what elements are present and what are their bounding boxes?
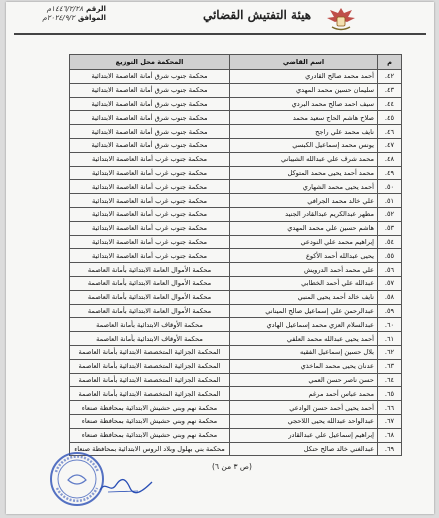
table-row xyxy=(70,207,402,221)
row-number: .٤٥ xyxy=(378,111,402,125)
assigned-court: المحكمة الجزائية المتخصصة الابتدائية بأمانة العاصمة xyxy=(70,359,230,373)
judge-name: مطهر عبدالكريم عبدالقادر الجنيد xyxy=(230,207,378,221)
assigned-court: محكمة جنوب شرق أمانة العاصمة الابتدائية xyxy=(70,111,230,125)
assigned-court: محكمة الأموال العامة الابتدائية بأمانة العاصمة xyxy=(70,304,230,318)
reference-date-line xyxy=(14,13,106,22)
judge-name: حسن ناصر حسن العمي xyxy=(230,373,378,387)
table-row xyxy=(70,235,402,249)
row-number: .٥٧ xyxy=(378,276,402,290)
table-row xyxy=(70,180,402,194)
row-number: .٥١ xyxy=(378,194,402,208)
judge-name: يحيى عبدالله أحمد الأكوع xyxy=(230,249,378,263)
row-number: .٦٥ xyxy=(378,387,402,401)
table-row xyxy=(70,221,402,235)
judges-distribution-table xyxy=(69,54,402,456)
row-number: .٥٩ xyxy=(378,304,402,318)
table-row xyxy=(70,318,402,332)
assigned-court: محكمة جنوب غرب أمانة العاصمة الابتدائية xyxy=(70,207,230,221)
organization-title: هيئة التفتيش القضائي xyxy=(202,8,312,22)
judge-name: عبدالرحمن علي إسماعيل صالح الميناني xyxy=(230,304,378,318)
table-header xyxy=(70,55,402,70)
row-number: .٥٤ xyxy=(378,235,402,249)
judge-name: محمد شرف علي عبدالله الشيباني xyxy=(230,152,378,166)
judge-name: يونس محمد إسماعيل الكبسي xyxy=(230,138,378,152)
row-number: .٦١ xyxy=(378,332,402,346)
table-row xyxy=(70,290,402,304)
row-number: .٤٦ xyxy=(378,125,402,139)
eagle-emblem-icon xyxy=(324,5,358,33)
table-row xyxy=(70,249,402,263)
table-row xyxy=(70,332,402,346)
row-number: .٤٢ xyxy=(378,70,402,84)
assigned-court: محكمة الأموال العامة الابتدائية بأمانة العاصمة xyxy=(70,276,230,290)
assigned-court: محكمة جنوب غرب أمانة العاصمة الابتدائية xyxy=(70,180,230,194)
row-number: .٤٨ xyxy=(378,152,402,166)
assigned-court: محكمة جنوب غرب أمانة العاصمة الابتدائية xyxy=(70,194,230,208)
reference-date-value: ٢٠٢٤/٩/٢م xyxy=(42,13,75,22)
assigned-court: محكمة نهم وبني حشيش الابتدائية بمحافظة صنعاء xyxy=(70,401,230,415)
table-row xyxy=(70,111,402,125)
judge-name: أحمد يحيى عبدالله محمد العلفي xyxy=(230,332,378,346)
table-row xyxy=(70,414,402,428)
assigned-court: محكمة الأوقاف الابتدائية بأمانة العاصمة xyxy=(70,318,230,332)
assigned-court: المحكمة الجزائية المتخصصة الابتدائية بأمانة العاصمة xyxy=(70,345,230,359)
table-row xyxy=(70,166,402,180)
reference-number-label: الرقم xyxy=(86,4,106,13)
judge-name: سليمان حسين محمد المهدي xyxy=(230,83,378,97)
table-body xyxy=(70,70,402,456)
assigned-court: محكمة نهم وبني حشيش الابتدائية بمحافظة صنعاء xyxy=(70,414,230,428)
judge-name: عدنان يحيى محمد الماخذي xyxy=(230,359,378,373)
assigned-court: محكمة جنوب غرب أمانة العاصمة الابتدائية xyxy=(70,221,230,235)
judge-name: أحمد محمد صالح القادري xyxy=(230,70,378,84)
row-number: .٦٤ xyxy=(378,373,402,387)
row-number: .٤٣ xyxy=(378,83,402,97)
judge-name: عبدالسلام العزي محمد إسماعيل الهادي xyxy=(230,318,378,332)
row-number: .٦٧ xyxy=(378,414,402,428)
assigned-court: محكمة جنوب شرق أمانة العاصمة الابتدائية xyxy=(70,97,230,111)
judge-name: نايف خالد أحمد يحيى المنبي xyxy=(230,290,378,304)
judge-name: محمد أحمد يحيى محمد المتوكل xyxy=(230,166,378,180)
row-number: .٦٦ xyxy=(378,401,402,415)
row-number: .٥٨ xyxy=(378,290,402,304)
table-row xyxy=(70,97,402,111)
assigned-court: المحكمة الجزائية المتخصصة الابتدائية بأمانة العاصمة xyxy=(70,373,230,387)
header-divider xyxy=(14,33,426,35)
judge-name: إبراهيم محمد علي النودعي xyxy=(230,235,378,249)
judge-name: عبدالغني خالد صالح حنكل xyxy=(230,442,378,456)
table-row xyxy=(70,125,402,139)
assigned-court: محكمة جنوب غرب أمانة العاصمة الابتدائية xyxy=(70,249,230,263)
reference-number-line xyxy=(14,4,106,13)
judge-name: محمد عباس أحمد مرغم xyxy=(230,387,378,401)
judge-name: هاشم حسين علي محمد المهدي xyxy=(230,221,378,235)
judge-name: عبدالواحد عبدالله يحيى اللاحجي xyxy=(230,414,378,428)
judge-name: أحمد يحيى أحمد حسن الوادعي xyxy=(230,401,378,415)
row-number: .٦٢ xyxy=(378,345,402,359)
column-header-number: م xyxy=(378,55,402,70)
signature-icon xyxy=(98,476,154,496)
row-number: .٥٣ xyxy=(378,221,402,235)
table-row xyxy=(70,373,402,387)
table-row xyxy=(70,401,402,415)
row-number: .٥٠ xyxy=(378,180,402,194)
table-row xyxy=(70,83,402,97)
row-number: .٦٣ xyxy=(378,359,402,373)
judge-name: علي محمد أحمد الدرويش xyxy=(230,263,378,277)
judge-name: أحمد يحيى محمد الشهاري xyxy=(230,180,378,194)
table-row xyxy=(70,70,402,84)
table-row xyxy=(70,263,402,277)
judge-name: بلال حسين إسماعيل الفقيه xyxy=(230,345,378,359)
assigned-court: محكمة جنوب غرب أمانة العاصمة الابتدائية xyxy=(70,235,230,249)
assigned-court: محكمة الأموال العامة الابتدائية بأمانة العاصمة xyxy=(70,263,230,277)
assigned-court: محكمة الأموال العامة الابتدائية بأمانة العاصمة xyxy=(70,290,230,304)
assigned-court: المحكمة الجزائية المتخصصة الابتدائية بأمانة العاصمة xyxy=(70,387,230,401)
table-row xyxy=(70,138,402,152)
assigned-court: محكمة جنوب غرب أمانة العاصمة الابتدائية xyxy=(70,166,230,180)
table-row xyxy=(70,304,402,318)
page-number: (ص ٣ من ٦) xyxy=(212,462,252,471)
row-number: .٦٩ xyxy=(378,442,402,456)
column-header-judge-name: اسم القاضي xyxy=(230,55,378,70)
assigned-court: محكمة بني بهلول وبلاد الروس الابتدائية بمحافظة صنعاء xyxy=(70,442,230,456)
judge-name: علي خالد محمد الجرافي xyxy=(230,194,378,208)
row-number: .٤٧ xyxy=(378,138,402,152)
column-header-court: المحكمة محل التوزيع xyxy=(70,55,230,70)
reference-date-label: الموافق xyxy=(77,13,106,22)
table-row xyxy=(70,152,402,166)
judge-name: نايف محمد علي راجح xyxy=(230,125,378,139)
assigned-court: محكمة جنوب شرق أمانة العاصمة الابتدائية xyxy=(70,70,230,84)
reference-number-value: ١٤٤٦/٢/٢٨م xyxy=(46,4,84,13)
row-number: .٤٤ xyxy=(378,97,402,111)
assigned-court: محكمة جنوب شرق أمانة العاصمة الابتدائية xyxy=(70,138,230,152)
table-row xyxy=(70,387,402,401)
row-number: .٦٨ xyxy=(378,428,402,442)
assigned-court: محكمة جنوب شرق أمانة العاصمة الابتدائية xyxy=(70,125,230,139)
assigned-court: محكمة جنوب غرب أمانة العاصمة الابتدائية xyxy=(70,152,230,166)
judge-name: صلاح هاشم الحاج سعيد محمد xyxy=(230,111,378,125)
table-row xyxy=(70,428,402,442)
assigned-court: محكمة نهم وبني حشيش الابتدائية بمحافظة صنعاء xyxy=(70,428,230,442)
judge-name: إبراهيم إسماعيل علي عبدالقادر xyxy=(230,428,378,442)
assigned-court: محكمة جنوب شرق أمانة العاصمة الابتدائية xyxy=(70,83,230,97)
table-row xyxy=(70,442,402,456)
table-row xyxy=(70,345,402,359)
row-number: .٥٥ xyxy=(378,249,402,263)
reference-block xyxy=(14,4,106,22)
row-number: .٥٢ xyxy=(378,207,402,221)
judge-name: عبدالله علي أحمد الخطابي xyxy=(230,276,378,290)
assigned-court: محكمة الأوقاف الابتدائية بأمانة العاصمة xyxy=(70,332,230,346)
table-row xyxy=(70,276,402,290)
table-row xyxy=(70,194,402,208)
document-page xyxy=(6,2,434,514)
judge-name: سيف احمد صالح محمد البردي xyxy=(230,97,378,111)
row-number: .٥٦ xyxy=(378,263,402,277)
row-number: .٦٠ xyxy=(378,318,402,332)
table-row xyxy=(70,359,402,373)
row-number: .٤٩ xyxy=(378,166,402,180)
